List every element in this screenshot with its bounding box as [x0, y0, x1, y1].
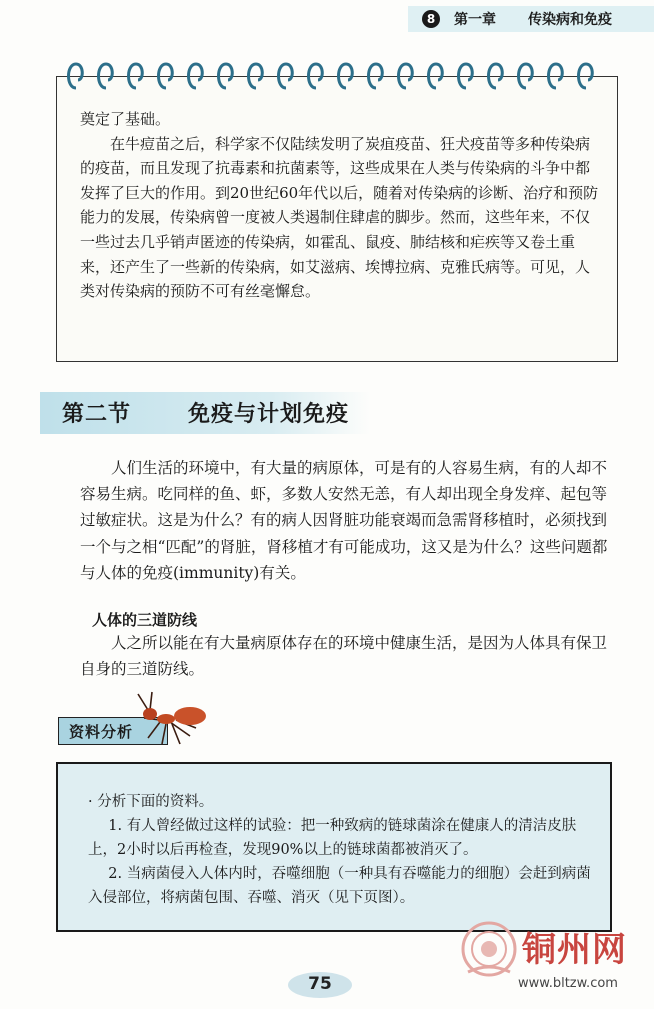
chapter-title: 传染病和免疫: [528, 12, 612, 28]
analysis-intro: · 分析下面的资料。: [88, 794, 214, 810]
intro-paragraph: 人们生活的环境中，有大量的病原体，可是有的人容易生病，有的人却不容易生病。吃同样的鱼、虾，多数人安然无恙，有人却出现全身发痒、起包等过敏症状。这是为什么？有的病人因肾脏功能衰竭而急需肾移植时，必须找到一个与之相“匹配”的肾脏，肾移植才有可能成功，这又是为什么？这些问题都与人体的免疫(immunity)有关。: [80, 459, 608, 582]
watermark-url: www.bltzw.com: [518, 976, 618, 991]
subsection-paragraph: 人之所以能在有大量病原体存在的环境中健康生活，是因为人体具有保卫自身的三道防线。: [80, 634, 608, 679]
watermark-logo-icon: [458, 918, 520, 980]
chapter-number-badge: 8: [422, 10, 440, 28]
analysis-label: 资料分析: [69, 723, 134, 741]
notebook-line-continued: 奠定了基础。: [80, 110, 171, 128]
watermark: [458, 918, 650, 1004]
running-header: [408, 6, 654, 32]
section-title-bar: [40, 392, 370, 434]
analysis-item-1: 1. 有人曾经做过这样的试验：把一种致病的链球菌涂在健康人的清洁皮肤上，2小时以后再检查，发现90%以上的链球菌都被消灭了。: [88, 818, 577, 858]
section-number: 第二节: [62, 402, 132, 427]
chapter-label: 第一章: [454, 12, 496, 28]
page-number: 75: [308, 974, 332, 994]
intro-text: [80, 455, 622, 586]
notebook-paragraph: 在牛痘苗之后，科学家不仅陆续发明了炭疽疫苗、狂犬疫苗等多种传染病的疫苗，而且发现了抗毒素和抗菌素等，这些成果在人类与传染病的斗争中都发挥了巨大的作用。到20世纪60年代以后，随着对传染病的诊断、治疗和预防能力的发展，传染病曾一度被人类遏制住肆虐的脚步。然而，这些年来，不仅一些过去几乎销声匿迹的传染病，如霍乱、鼠疫、肺结核和疟疾等又卷土重来，还产生了一些新的传染病，如艾滋病、埃博拉病、克雅氏病等。可见，人类对传染病的预防不可有丝毫懈怠。: [80, 134, 599, 301]
notebook-text: [80, 107, 604, 304]
subsection-text: [80, 630, 622, 682]
section-title: 免疫与计划免疫: [188, 402, 350, 427]
watermark-site-name: 铜州网: [522, 930, 627, 970]
analysis-text: [88, 790, 598, 910]
analysis-item-2: 2. 当病菌侵入人体内时，吞噬细胞（一种具有吞噬能力的细胞）会赶到病菌入侵部位，将病菌包围、吞噬、消灭（见下页图）。: [88, 866, 591, 906]
page-number-badge: [286, 970, 354, 1000]
ant-icon: [130, 688, 214, 750]
spiral-binding-icon: [64, 58, 604, 94]
subsection-heading: 人体的三道防线: [92, 611, 198, 629]
